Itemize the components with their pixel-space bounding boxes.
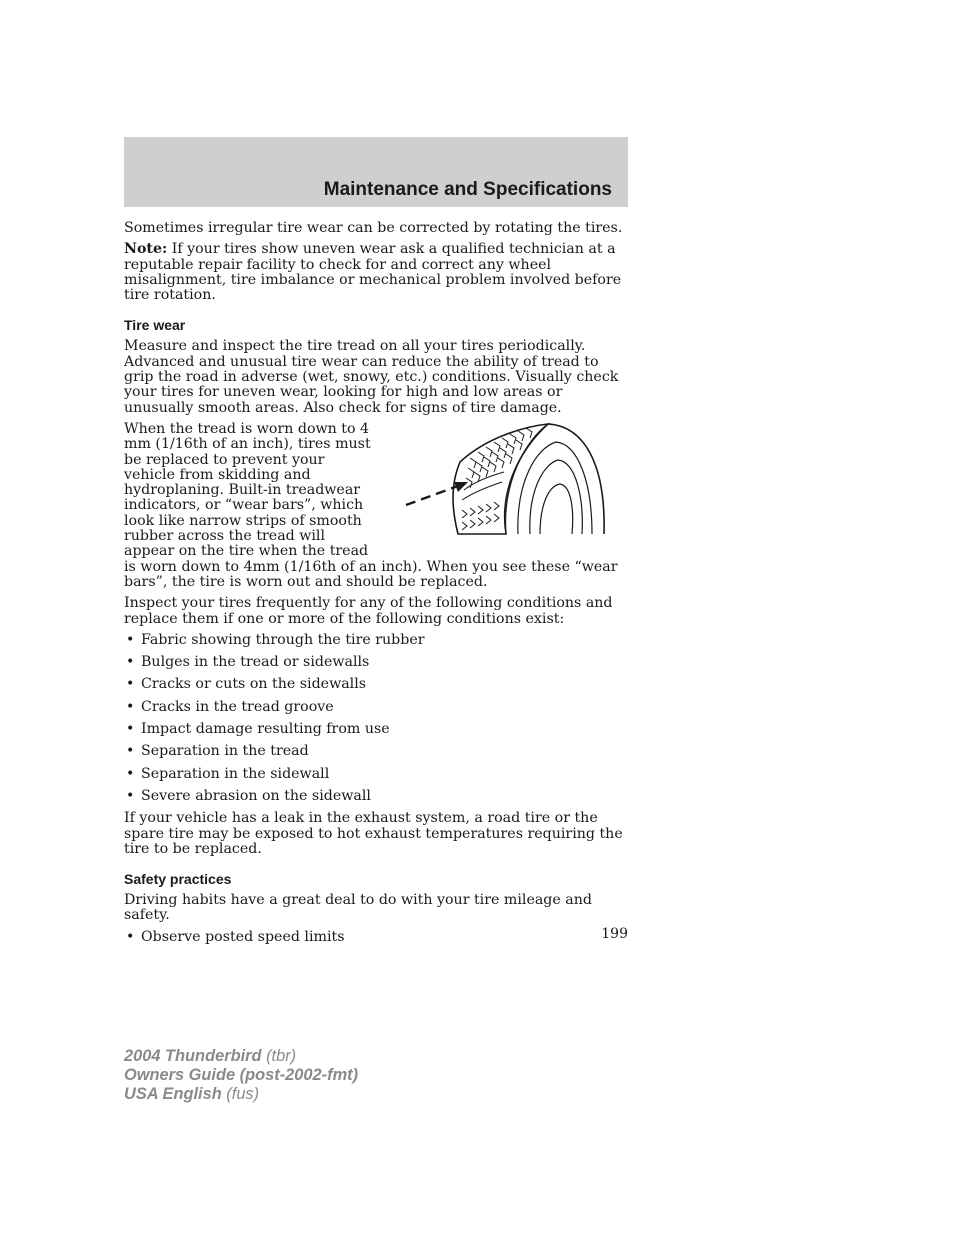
- tire-wear-bar-illustration: [378, 422, 630, 554]
- conditions-list: [124, 633, 630, 804]
- safety-practices-heading: Safety practices: [124, 871, 232, 888]
- list-item: • Cracks in the tread groove: [124, 700, 630, 715]
- note-text: If your tires show uneven wear ask a qualified technician at a reputable repair facility to check for and correct any wheel misalignment, tire imbalance or mechanical problem involved before tire rotation.: [124, 241, 622, 304]
- tire-icon: [378, 422, 630, 554]
- list-item: • Separation in the sidewall: [124, 767, 630, 782]
- note-label: Note:: [124, 241, 168, 258]
- footer-model: 2004 Thunderbird: [124, 1047, 262, 1065]
- safety-list: [124, 930, 630, 945]
- footer-guide: Owners Guide (post-2002-fmt): [124, 1066, 359, 1084]
- list-item: • Cracks or cuts on the sidewalls: [124, 677, 630, 692]
- list-item: • Separation in the tread: [124, 744, 630, 759]
- tire-wear-heading: Tire wear: [124, 317, 186, 334]
- tire-wear-paragraph-2: When the tread is worn down to 4 mm (1/16th of an inch), tires must be replaced to prevent your vehicle from skidding and hydroplaning. Built-in treadwear indicators, or “wear bars”, which look like narrow strips of smooth rubber across the tread will appear on the tire when the tread is worn down to 4mm (1/16th of an inch). When you see these “wear bars”, the tire is worn out and should be replaced.: [124, 420, 618, 590]
- tire-wear-paragraph-3: Inspect your tires frequently for any of the following conditions and replace them if one or more of the following conditions exist:: [124, 595, 613, 627]
- footer-model-code: (tbr): [261, 1047, 297, 1065]
- intro-paragraph: Sometimes irregular tire wear can be corrected by rotating the tires.: [124, 220, 623, 236]
- list-item: • Impact damage resulting from use: [124, 722, 630, 737]
- list-item: • Severe abrasion on the sidewall: [124, 789, 630, 804]
- list-item: • Bulges in the tread or sidewalls: [124, 655, 630, 670]
- section-header-band: [124, 137, 628, 207]
- list-item: • Fabric showing through the tire rubber: [124, 633, 630, 648]
- tire-wear-paragraph-1: Measure and inspect the tire tread on all your tires periodically. Advanced and unusual tire wear can reduce the ability of tread to grip the road in adverse (wet, snowy, etc.) conditions. Visually check your tires for uneven wear, looking for high and low areas or unusually smooth areas. Also check for signs of tire damage.: [124, 338, 619, 416]
- safety-paragraph: Driving habits have a great deal to do with your tire mileage and safety.: [124, 892, 592, 924]
- section-title: Maintenance and Specifications: [323, 179, 612, 200]
- document-footer: [124, 1047, 358, 1104]
- tire-wear-paragraph-4: If your vehicle has a leak in the exhaust system, a road tire or the spare tire may be exposed to hot exhaust temperatures requiring the tire to be replaced.: [124, 810, 623, 857]
- footer-language-code: (fus): [221, 1085, 260, 1103]
- list-item: • Observe posted speed limits: [124, 930, 630, 945]
- page-content: [124, 221, 630, 952]
- footer-line-3: [124, 1085, 358, 1104]
- footer-language: USA English: [124, 1085, 222, 1103]
- footer-line-1: [124, 1047, 358, 1066]
- note-paragraph: [124, 242, 630, 303]
- page-number: 199: [601, 926, 628, 942]
- footer-line-2: [124, 1066, 358, 1085]
